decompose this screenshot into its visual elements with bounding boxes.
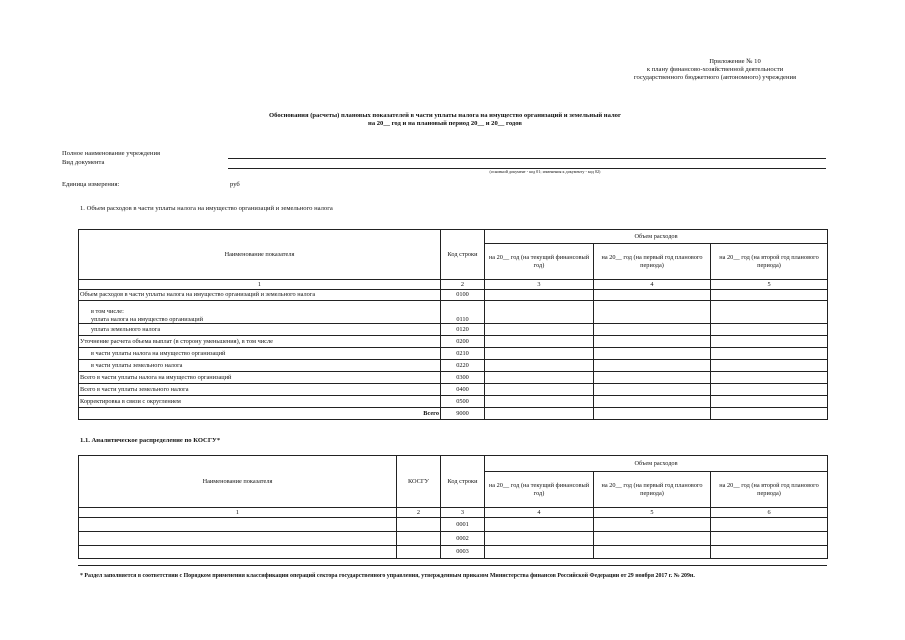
- header-code: Код строки: [441, 230, 485, 280]
- column-number-row: [79, 508, 828, 518]
- value-cell[interactable]: [485, 532, 594, 546]
- value-cell[interactable]: [594, 324, 711, 336]
- value-cell[interactable]: [594, 408, 711, 420]
- value-cell[interactable]: [594, 336, 711, 348]
- row-code: 0400: [441, 384, 485, 396]
- value-cell[interactable]: [594, 546, 711, 559]
- value-cell[interactable]: [711, 532, 828, 546]
- title-line-2: на 20__ год и на плановый период 20__ и 20__ годов: [368, 120, 522, 127]
- value-cell[interactable]: [485, 546, 594, 559]
- appendix-line-1: Приложение № 10: [709, 58, 761, 65]
- title-line-1: Обоснования (расчеты) плановых показателей в части уплаты налога на имущество организаций и земельный налог: [269, 112, 621, 119]
- col-number: 1: [79, 280, 441, 290]
- row-code: 0100: [441, 290, 485, 301]
- row-name: Корректировка в связи с округлением: [79, 396, 441, 408]
- name-cell[interactable]: [79, 546, 397, 559]
- value-cell[interactable]: [594, 301, 711, 324]
- table-row: [79, 301, 828, 324]
- kosgu-cell[interactable]: [397, 546, 441, 559]
- table-row: [79, 372, 828, 384]
- row-code: 0002: [441, 532, 485, 546]
- value-cell[interactable]: [485, 408, 594, 420]
- value-cell[interactable]: [485, 336, 594, 348]
- value-cell[interactable]: [711, 396, 828, 408]
- column-number-row: [79, 280, 828, 290]
- table-row: [79, 324, 828, 336]
- doctype-label: Вид документа: [62, 159, 105, 166]
- value-cell[interactable]: [485, 384, 594, 396]
- value-cell[interactable]: [485, 518, 594, 532]
- section1-title: 1. Объем расходов в части уплаты налога на имущество организаций и земельного налога: [80, 205, 333, 212]
- row-code: 0220: [441, 360, 485, 372]
- row-code: 9000: [441, 408, 485, 420]
- row-name: в части уплаты земельного налога: [79, 360, 441, 372]
- value-cell[interactable]: [711, 336, 828, 348]
- value-cell[interactable]: [711, 384, 828, 396]
- header-code: Код строки: [441, 456, 485, 508]
- footnote: * Раздел заполняется в соответствии с Порядком применения классификации операций сектора государственного управления, утвержденным приказом Министерства финансов Российской Федерации от 29 ноября 2017 г. № 209н.: [80, 573, 695, 579]
- header-year-2: на 20__ год (на первый год планового периода): [594, 472, 711, 508]
- footnote-divider: [78, 565, 827, 566]
- col-number: 5: [594, 508, 711, 518]
- row-name: [79, 301, 441, 324]
- value-cell[interactable]: [711, 301, 828, 324]
- institution-line: [228, 158, 826, 159]
- table-row: [79, 532, 828, 546]
- value-cell[interactable]: [594, 348, 711, 360]
- col-number: 3: [441, 508, 485, 518]
- col-number: 1: [79, 508, 397, 518]
- header-year-3: на 20__ год (на второй год планового периода): [711, 244, 828, 280]
- value-cell[interactable]: [711, 518, 828, 532]
- row-name: в части уплаты налога на имущество организаций: [79, 348, 441, 360]
- value-cell[interactable]: [485, 301, 594, 324]
- value-cell[interactable]: [711, 360, 828, 372]
- value-cell[interactable]: [485, 324, 594, 336]
- value-cell[interactable]: [594, 396, 711, 408]
- table-row: [79, 360, 828, 372]
- value-cell[interactable]: [711, 546, 828, 559]
- value-cell[interactable]: [711, 324, 828, 336]
- table-row: [79, 396, 828, 408]
- name-cell[interactable]: [79, 532, 397, 546]
- table-row: [79, 384, 828, 396]
- doctype-hint: (основной документ - код 01; изменения к документу - код 02): [489, 169, 601, 174]
- header-year-3: на 20__ год (на второй год планового периода): [711, 472, 828, 508]
- table-row: [79, 336, 828, 348]
- kosgu-cell[interactable]: [397, 532, 441, 546]
- value-cell[interactable]: [594, 372, 711, 384]
- header-name: Наименование показателя: [79, 230, 441, 280]
- row-name: Уточнение расчета объема выплат (в сторону уменьшения), в том числе: [79, 336, 441, 348]
- row-code: 0003: [441, 546, 485, 559]
- name-cell[interactable]: [79, 518, 397, 532]
- header-volume: Объем расходов: [485, 456, 828, 472]
- value-cell[interactable]: [485, 290, 594, 301]
- appendix-line-2: к плану финансово-хозяйственной деятельности: [646, 66, 784, 73]
- value-cell[interactable]: [594, 360, 711, 372]
- value-cell[interactable]: [594, 532, 711, 546]
- col-number: 2: [397, 508, 441, 518]
- document-title: [210, 112, 680, 128]
- row-code: 0120: [441, 324, 485, 336]
- header-year-1: на 20__ год (на текущий финансовый год): [485, 244, 594, 280]
- table-row: [79, 546, 828, 559]
- header-year-2: на 20__ год (на первый год планового периода): [594, 244, 711, 280]
- section11-title: 1.1. Аналитическое распределение по КОСГУ*: [80, 437, 221, 444]
- value-cell[interactable]: [711, 348, 828, 360]
- row-code: 0001: [441, 518, 485, 532]
- row-code: 0300: [441, 372, 485, 384]
- value-cell[interactable]: [485, 360, 594, 372]
- value-cell[interactable]: [594, 290, 711, 301]
- row-name-line-2: уплата налога на имущество организаций: [91, 315, 204, 323]
- appendix-line-3: государственного бюджетного (автономного) учреждения: [633, 74, 797, 81]
- unit-value: руб: [230, 181, 240, 188]
- col-number: 2: [441, 280, 485, 290]
- header-volume: Объем расходов: [485, 230, 828, 244]
- kosgu-table: [78, 455, 828, 559]
- table-row: [79, 290, 828, 301]
- header-kosgu: КОСГУ: [397, 456, 441, 508]
- value-cell[interactable]: [711, 290, 828, 301]
- total-row: [79, 408, 828, 420]
- col-number: 4: [594, 280, 711, 290]
- unit-label: Единица измерения:: [62, 181, 120, 188]
- table-row: [79, 518, 828, 532]
- col-number: 5: [711, 280, 828, 290]
- appendix-header: [600, 58, 830, 82]
- col-number: 3: [485, 280, 594, 290]
- row-code: 0500: [441, 396, 485, 408]
- row-code: 0210: [441, 348, 485, 360]
- kosgu-cell[interactable]: [397, 518, 441, 532]
- value-cell[interactable]: [485, 348, 594, 360]
- table-row: [79, 348, 828, 360]
- expenses-table: [78, 229, 828, 420]
- row-name-total: Всего: [79, 408, 441, 420]
- row-name: Всего в части уплаты земельного налога: [79, 384, 441, 396]
- value-cell[interactable]: [711, 372, 828, 384]
- value-cell[interactable]: [711, 408, 828, 420]
- value-cell[interactable]: [485, 396, 594, 408]
- header-name: Наименование показателя: [79, 456, 397, 508]
- row-name-line-1: в том числе:: [91, 308, 124, 315]
- row-name: уплата земельного налога: [79, 324, 441, 336]
- header-year-1: на 20__ год (на текущий финансовый год): [485, 472, 594, 508]
- col-number: 4: [485, 508, 594, 518]
- col-number: 6: [711, 508, 828, 518]
- row-code: 0200: [441, 336, 485, 348]
- value-cell[interactable]: [594, 518, 711, 532]
- row-name: Всего в части уплаты налога на имущество организаций: [79, 372, 441, 384]
- row-name: Объем расходов в части уплаты налога на имущество организаций и земельного налога: [79, 290, 441, 301]
- value-cell[interactable]: [485, 372, 594, 384]
- value-cell[interactable]: [594, 384, 711, 396]
- institution-label: Полное наименование учреждения: [62, 150, 161, 157]
- row-code: 0110: [441, 301, 485, 324]
